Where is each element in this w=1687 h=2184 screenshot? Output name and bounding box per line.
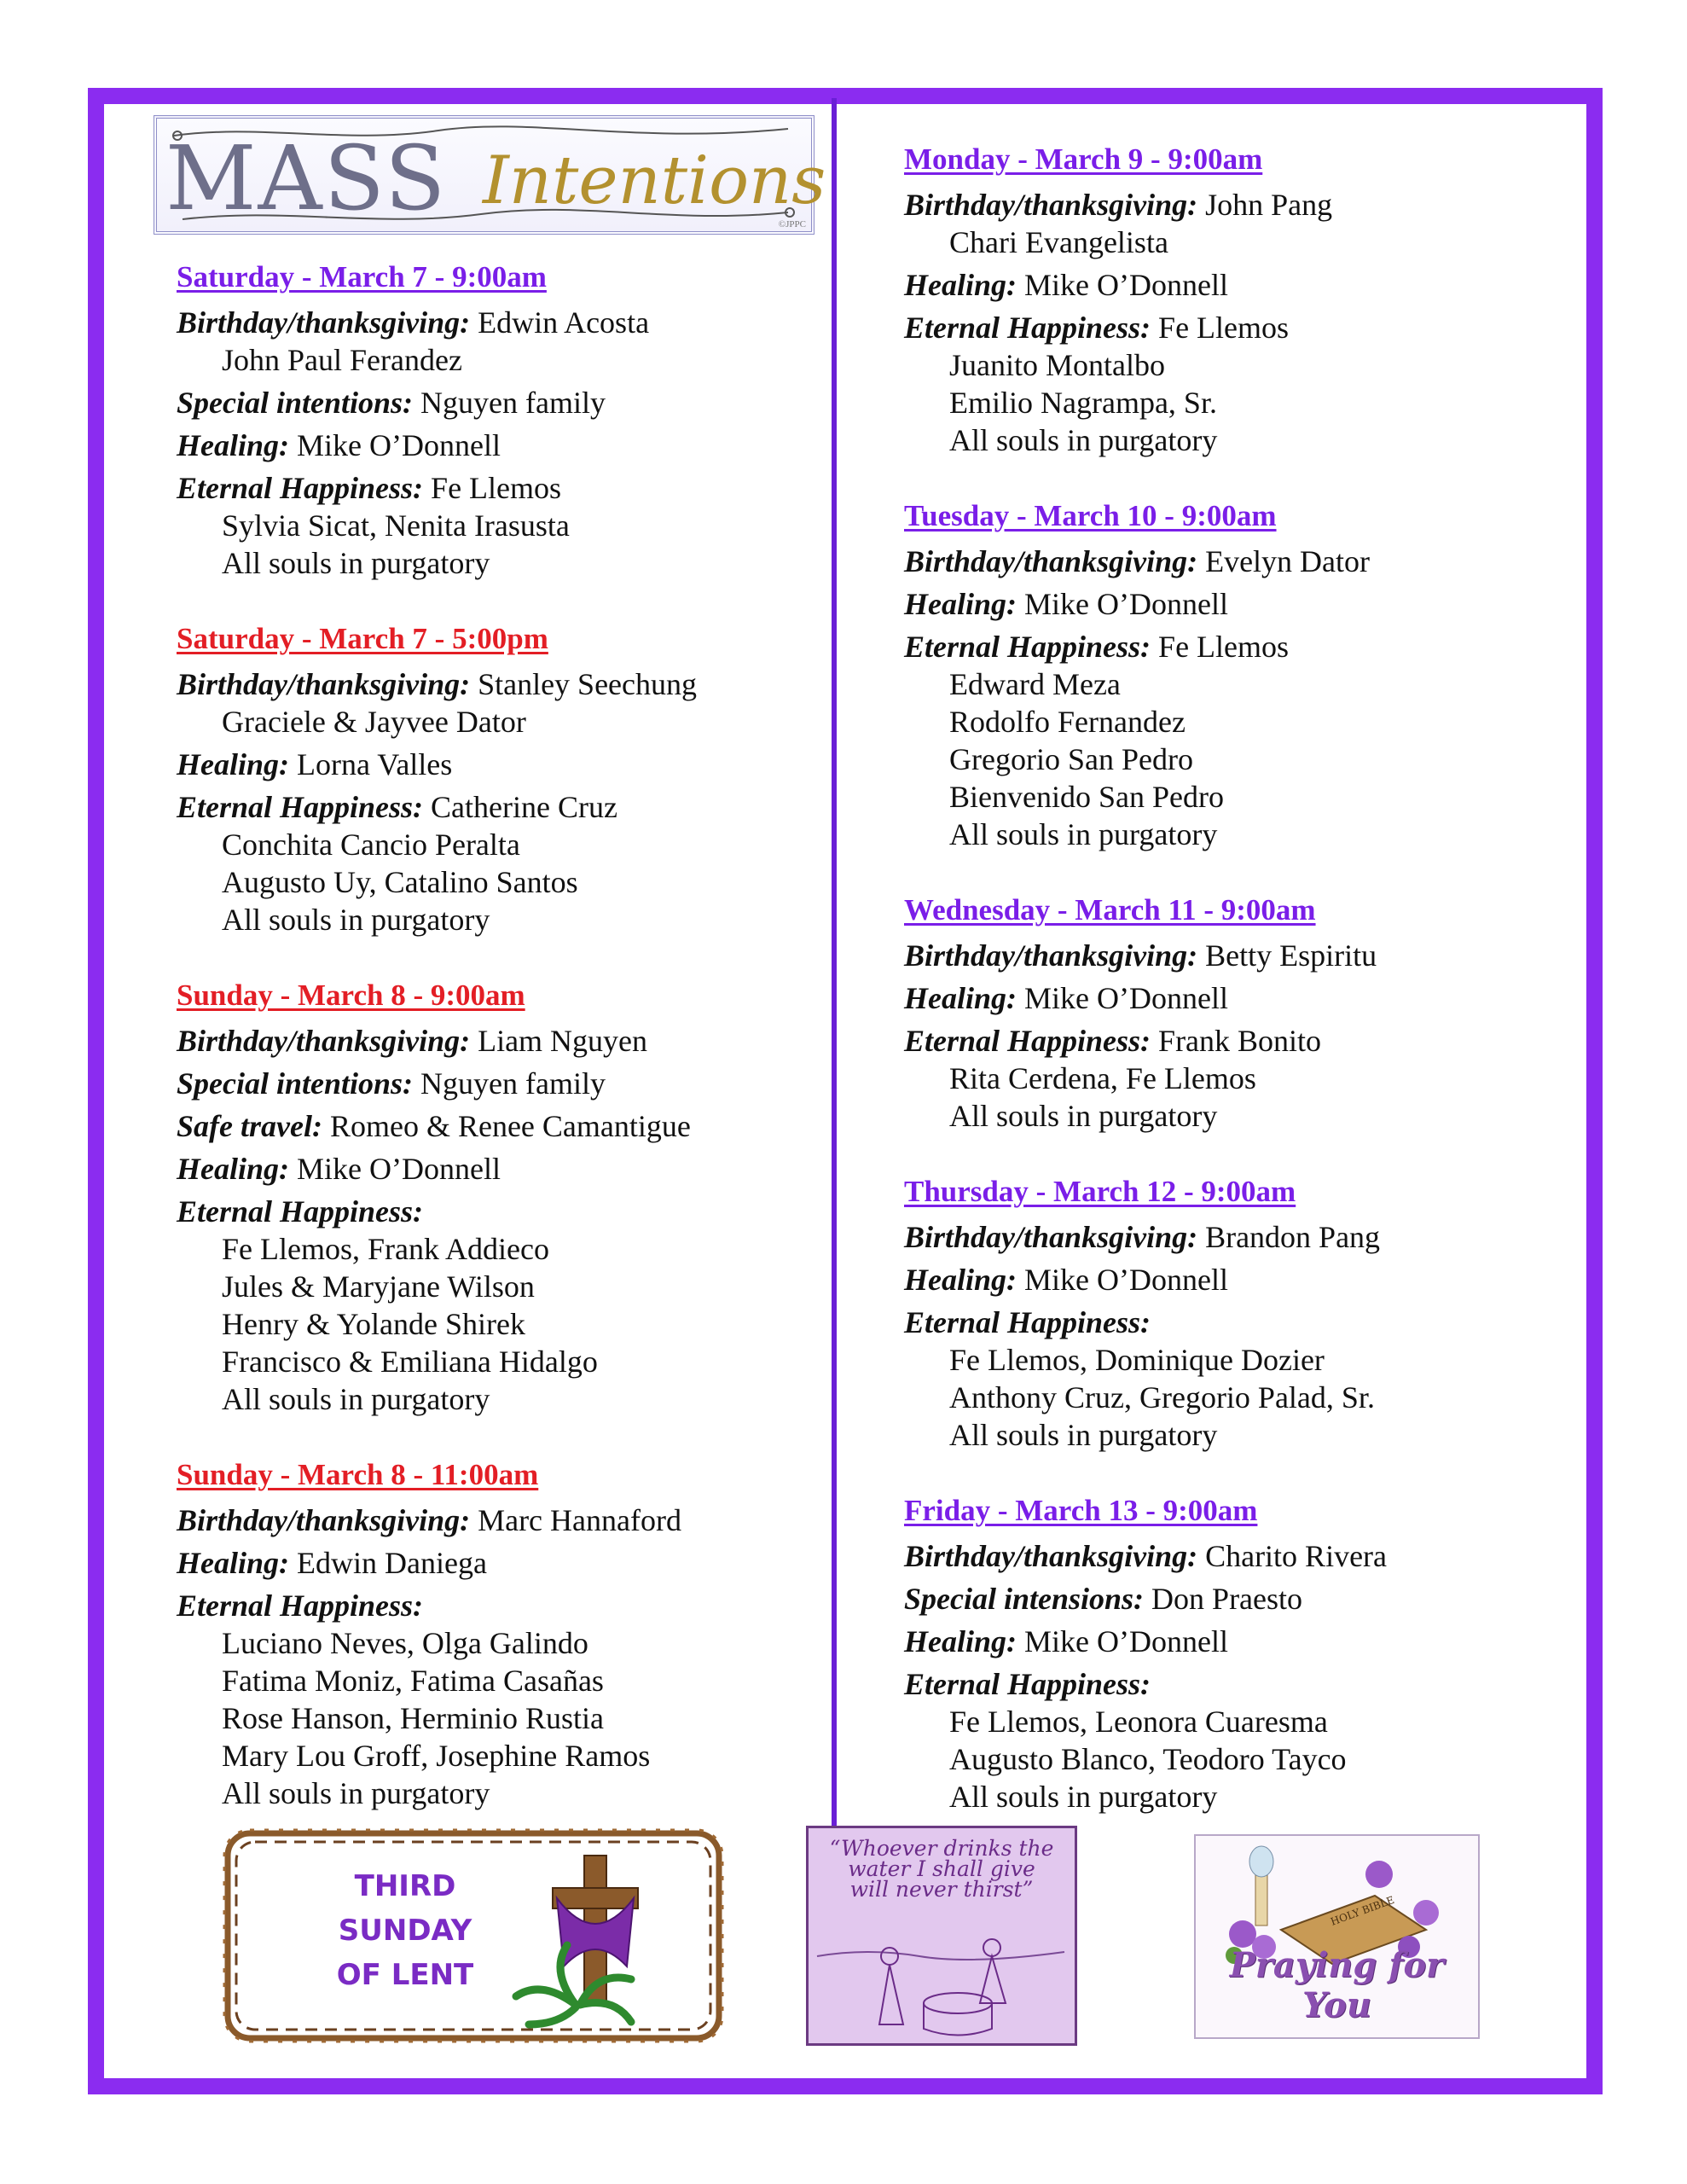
intention-value: Romeo & Renee Camantigue xyxy=(329,1109,691,1143)
lent-line: SUNDAY xyxy=(338,1914,472,1948)
mass-schedule-block xyxy=(177,974,825,1418)
intention-label: Special intensions: xyxy=(904,1582,1145,1616)
mass-schedule-block xyxy=(904,495,1586,853)
intention-line xyxy=(904,1623,1586,1660)
intention-label: Eternal Happiness: xyxy=(177,1589,424,1623)
intention-value: Mike O’Donnell xyxy=(297,428,501,462)
intention-value: Evelyn Dator xyxy=(1205,544,1371,578)
intention-line xyxy=(177,1107,825,1145)
intention-label: Birthday/thanksgiving: xyxy=(904,1539,1198,1573)
well-quote-line: “Whoever drinks the xyxy=(829,1836,1054,1861)
intention-name-line: All souls in purgatory xyxy=(949,1099,1218,1133)
intention-line xyxy=(177,384,825,421)
intention-value: Fe Llemos xyxy=(431,471,562,505)
intention-label: Healing: xyxy=(904,587,1017,621)
intention-line xyxy=(177,1544,825,1582)
intention-name-line: Henry & Yolande Shirek xyxy=(222,1307,525,1341)
intention-line xyxy=(904,1580,1586,1618)
intention-value: Frank Bonito xyxy=(1158,1024,1322,1058)
intention-value: Marc Hannaford xyxy=(478,1503,681,1537)
intention-name-line: Edward Meza xyxy=(949,667,1121,701)
intention-name-line: Juanito Montalbo xyxy=(949,348,1165,382)
intention-label: Birthday/thanksgiving: xyxy=(904,1220,1198,1254)
intention-name-line: Emilio Nagrampa, Sr. xyxy=(949,386,1217,420)
intention-label: Eternal Happiness: xyxy=(904,1667,1151,1701)
intention-name-line: All souls in purgatory xyxy=(222,546,490,580)
mass-time-header: Saturday - March 7 - 5:00pm xyxy=(177,622,548,655)
intention-name-line: Augusto Uy, Catalino Santos xyxy=(222,865,578,899)
intention-line xyxy=(904,979,1586,1017)
praying-for-you-caption: Praying for You xyxy=(1229,1945,1445,2025)
intention-name-line: Rose Hanson, Herminio Rustia xyxy=(222,1701,604,1735)
intention-name-line: Anthony Cruz, Gregorio Palad, Sr. xyxy=(949,1380,1375,1414)
intention-name-line: Gregorio San Pedro xyxy=(949,742,1193,776)
intention-value: Charito Rivera xyxy=(1205,1539,1388,1573)
intention-name-line: Fatima Moniz, Fatima Casañas xyxy=(222,1664,604,1698)
intention-value: Mike O’Donnell xyxy=(1024,1624,1228,1658)
book-text: HOLY BIBLE xyxy=(1329,1893,1396,1928)
intention-name-line: All souls in purgatory xyxy=(949,1418,1218,1452)
mass-time-header: Sunday - March 8 - 11:00am xyxy=(177,1458,539,1491)
intention-value: Mike O’Donnell xyxy=(1024,268,1228,302)
well-quote-line: will never thirst” xyxy=(849,1877,1034,1902)
intention-name-line: Rodolfo Fernandez xyxy=(949,705,1186,739)
lent-line: OF LENT xyxy=(336,1958,474,1992)
intention-value: Nguyen family xyxy=(420,386,606,420)
mass-time-header: Saturday - March 7 - 9:00am xyxy=(177,260,547,293)
intention-line xyxy=(177,746,825,783)
intention-line xyxy=(177,665,825,703)
intention-name-line: Luciano Neves, Olga Galindo xyxy=(222,1626,588,1660)
mass-time-header: Monday - March 9 - 9:00am xyxy=(904,142,1263,176)
intention-value: Brandon Pang xyxy=(1205,1220,1381,1254)
mass-schedule-block xyxy=(177,1454,825,1812)
intention-name-line: Francisco & Emiliana Hidalgo xyxy=(222,1345,598,1379)
intention-label: Healing: xyxy=(177,1546,289,1580)
intention-name-line: Rita Cerdena, Fe Llemos xyxy=(949,1061,1256,1095)
mass-time-header: Friday - March 13 - 9:00am xyxy=(904,1494,1258,1527)
intention-name-line: Bienvenido San Pedro xyxy=(949,780,1224,814)
well-quote-line: water I shall give xyxy=(848,1856,1035,1881)
intention-line xyxy=(177,304,825,341)
intention-label: Eternal Happiness: xyxy=(177,790,424,824)
intention-line xyxy=(904,1537,1586,1575)
intention-value: Liam Nguyen xyxy=(478,1024,648,1058)
intention-name-line: Augusto Blanco, Teodoro Tayco xyxy=(949,1742,1347,1776)
intention-line xyxy=(904,585,1586,623)
intention-name-line: All souls in purgatory xyxy=(949,423,1218,457)
intention-line xyxy=(177,1150,825,1188)
intention-value: John Pang xyxy=(1205,188,1333,222)
intention-line xyxy=(904,1022,1586,1060)
intention-name-line: Jules & Maryjane Wilson xyxy=(222,1269,535,1304)
intention-label: Healing: xyxy=(177,1152,289,1186)
intention-line xyxy=(177,1065,825,1102)
intention-label: Eternal Happiness: xyxy=(904,630,1151,664)
logo-intentions-text: Intentions xyxy=(483,142,826,219)
intention-line xyxy=(904,186,1586,224)
intention-line xyxy=(177,469,825,507)
intention-name-line: Fe Llemos, Frank Addieco xyxy=(222,1232,549,1266)
intention-label: Birthday/thanksgiving: xyxy=(904,188,1198,222)
mass-intentions-logo xyxy=(154,115,826,235)
intention-value: Mike O’Donnell xyxy=(1024,981,1228,1015)
mass-schedule-block xyxy=(904,1490,1586,1815)
well-sketch xyxy=(809,1828,1075,2043)
right-column xyxy=(904,138,1586,1851)
intention-name-line: All souls in purgatory xyxy=(949,817,1218,851)
intention-line xyxy=(904,937,1586,974)
intention-value: Don Praesto xyxy=(1151,1582,1303,1616)
intention-label: Eternal Happiness: xyxy=(904,311,1151,345)
intention-name-line: All souls in purgatory xyxy=(222,1776,490,1810)
intention-label: Special intentions: xyxy=(177,386,414,420)
intention-line xyxy=(177,1193,825,1230)
intention-value: Mike O’Donnell xyxy=(1024,587,1228,621)
intention-value: Catherine Cruz xyxy=(431,790,617,824)
intention-label: Birthday/thanksgiving: xyxy=(904,544,1198,578)
intention-name-line: Chari Evangelista xyxy=(949,225,1168,259)
intention-line xyxy=(904,266,1586,304)
intention-value: Edwin Daniega xyxy=(297,1546,487,1580)
intention-label: Birthday/thanksgiving: xyxy=(177,1024,471,1058)
intention-name-line: John Paul Ferandez xyxy=(222,343,462,377)
intention-value: Fe Llemos xyxy=(1158,311,1290,345)
mass-schedule-block xyxy=(904,889,1586,1135)
intention-line xyxy=(904,543,1586,580)
intention-line xyxy=(904,309,1586,346)
lent-line: THIRD xyxy=(354,1869,456,1903)
intention-label: Birthday/thanksgiving: xyxy=(177,305,471,340)
intention-name-line: Graciele & Jayvee Dator xyxy=(222,705,526,739)
intention-value: Stanley Seechung xyxy=(478,667,698,701)
intention-name-line: All souls in purgatory xyxy=(949,1780,1218,1814)
intention-line xyxy=(177,1502,825,1539)
mass-schedule-block xyxy=(177,618,825,938)
mass-schedule-block xyxy=(177,256,825,582)
intention-name-line: All souls in purgatory xyxy=(222,1382,490,1416)
intention-label: Healing: xyxy=(177,747,289,781)
intention-label: Healing: xyxy=(904,981,1017,1015)
intention-label: Healing: xyxy=(904,1263,1017,1297)
intention-value: Edwin Acosta xyxy=(478,305,650,340)
left-column xyxy=(177,256,825,1848)
column-divider xyxy=(832,98,837,1838)
intention-name-line: Fe Llemos, Leonora Cuaresma xyxy=(949,1705,1328,1739)
third-sunday-of-lent-image xyxy=(217,1821,729,2050)
intention-line xyxy=(177,427,825,464)
praying-for-you-image xyxy=(1194,1834,1480,2039)
woman-at-well-image xyxy=(806,1826,1077,2046)
mass-time-header: Tuesday - March 10 - 9:00am xyxy=(904,499,1277,532)
intention-line xyxy=(904,1304,1586,1341)
intention-label: Healing: xyxy=(904,1624,1017,1658)
intention-label: Eternal Happiness: xyxy=(904,1305,1151,1339)
mass-schedule-block xyxy=(904,1170,1586,1454)
intention-value: Betty Espiritu xyxy=(1205,938,1377,973)
mass-time-header: Thursday - March 12 - 9:00am xyxy=(904,1175,1296,1208)
mass-schedule-block xyxy=(904,138,1586,459)
mass-time-header: Sunday - March 8 - 9:00am xyxy=(177,979,525,1012)
intention-label: Healing: xyxy=(904,268,1017,302)
intention-value: Nguyen family xyxy=(420,1066,606,1101)
intention-label: Birthday/thanksgiving: xyxy=(177,1503,471,1537)
intention-label: Eternal Happiness: xyxy=(904,1024,1151,1058)
intention-value: Lorna Valles xyxy=(297,747,453,781)
intention-label: Safe travel: xyxy=(177,1109,322,1143)
intention-name-line: All souls in purgatory xyxy=(222,903,490,937)
intention-value: Mike O’Donnell xyxy=(1024,1263,1228,1297)
intention-line xyxy=(177,1587,825,1624)
intention-value: Mike O’Donnell xyxy=(297,1152,501,1186)
intention-name-line: Fe Llemos, Dominique Dozier xyxy=(949,1343,1325,1377)
intention-name-line: Conchita Cancio Peralta xyxy=(222,828,520,862)
intention-label: Birthday/thanksgiving: xyxy=(177,667,471,701)
intention-line xyxy=(904,1218,1586,1256)
intention-name-line: Sylvia Sicat, Nenita Irasusta xyxy=(222,508,570,543)
intention-name-line: Mary Lou Groff, Josephine Ramos xyxy=(222,1739,651,1773)
intention-line xyxy=(904,1261,1586,1298)
intention-label: Birthday/thanksgiving: xyxy=(904,938,1198,973)
intention-label: Healing: xyxy=(177,428,289,462)
intention-label: Eternal Happiness: xyxy=(177,1194,424,1228)
intention-line xyxy=(904,628,1586,665)
mass-time-header: Wednesday - March 11 - 9:00am xyxy=(904,893,1316,926)
intention-value: Fe Llemos xyxy=(1158,630,1290,664)
intention-label: Eternal Happiness: xyxy=(177,471,424,505)
intention-line xyxy=(177,788,825,826)
logo-copyright: ©JPPC xyxy=(778,219,806,229)
logo-mass-text: MASS xyxy=(165,126,448,230)
intention-line xyxy=(904,1665,1586,1703)
intention-label: Special intentions: xyxy=(177,1066,414,1101)
intention-line xyxy=(177,1022,825,1060)
lent-caption xyxy=(307,1864,503,1997)
